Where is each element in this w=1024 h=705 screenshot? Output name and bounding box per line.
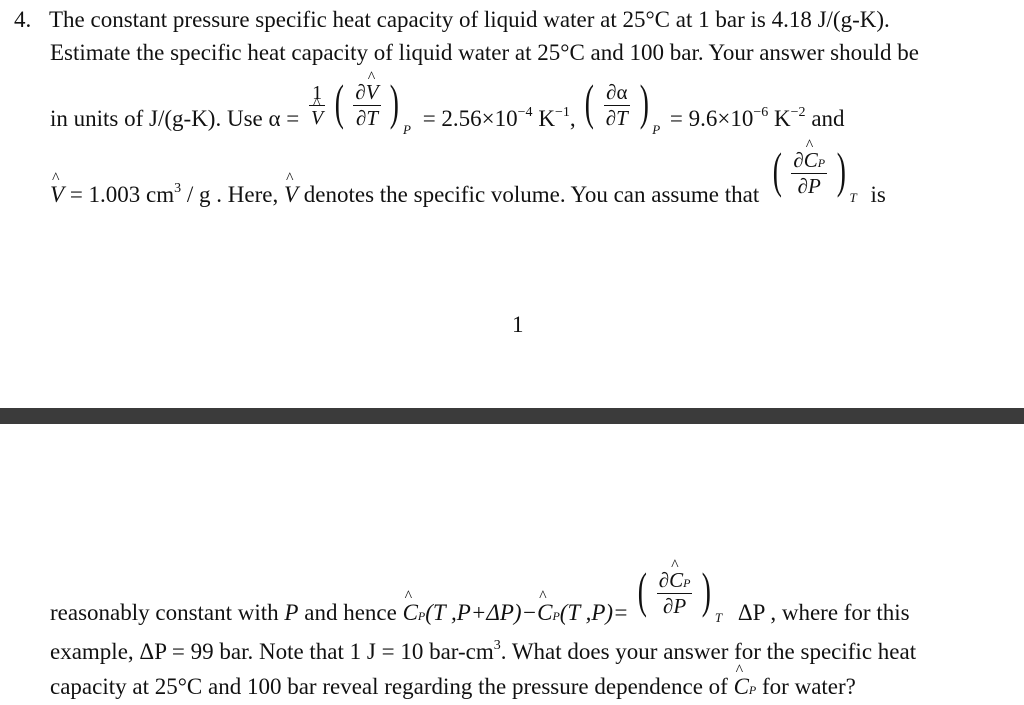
problem-text-line-7: capacity at 25°C and 100 bar reveal regarding the pressure dependence of ^ CP for water? <box>50 675 856 698</box>
paren-open-2: ( <box>585 74 595 130</box>
paren-open: ( <box>334 74 344 130</box>
dv-dt-fraction: $\frac{\partial\^{} V}{\partial T}$ <box>353 82 380 129</box>
problem-text-line-1 <box>14 8 890 31</box>
dcp-dp-fraction-2: $\frac{\partial\^{} CP}{\partial P}$ <box>657 570 693 617</box>
problem-statement-1: The constant pressure specific heat capacity of liquid water at 25°C at 1 bar is 4.18 J/(g-K). <box>49 7 890 32</box>
dalpha-value: = 9.6×10 <box>669 106 754 132</box>
paren-close-4: ) <box>701 562 712 618</box>
alpha-fraction: 1 ^ V <box>309 83 325 128</box>
alpha-value: = 2.56×10 <box>422 106 518 132</box>
page-divider <box>0 408 1024 424</box>
problem-text-line-2: Estimate the specific heat capacity of liquid water at 25°C and 100 bar. Your answer should be <box>50 40 919 65</box>
dcp-dp-fraction: $\frac{\partial\^{} CP}{\partial P}$ <box>791 150 827 197</box>
problem-text-line-3: in units of J/(g-K). Use α = 1 ^ V ( $\frac{\partial\^{} V}{\partial T}$ ) $_P = 2.56\times 10^{-4}$ $K^{-1}$, ( $\frac{\partial\alpha}{\partial T}$ ) $_P = 9.6\times 10^{-6}$ $K^{-2}$ and <box>50 80 845 130</box>
problem-number: 4. <box>14 7 32 32</box>
problem-text-line-6: example, ΔP = 99 bar. Note that 1 J = 10 bar-$cm^3$. What does your answer for the specific heat <box>50 638 917 664</box>
paren-open-4: ( <box>638 562 648 618</box>
paren-open-3: ( <box>772 142 782 198</box>
paren-close-2: ) <box>639 74 649 130</box>
paren-close-3: ) <box>836 142 846 198</box>
alpha-intro: in units of J/(g-K). Use α = <box>50 106 300 132</box>
specific-volume-value: = 1.003 cm <box>69 182 175 208</box>
page-number: 1 <box>512 312 524 337</box>
problem-text-line-4: ^ V = 1.003 $cm^3$ / g . Here, ^ V denotes the specific volume. You can assume that ( $\frac{\partial\^{} CP}{\partial P}$ ) $_T$ is <box>50 148 886 198</box>
dalpha-dt-fraction: $\frac{\partial\alpha}{\partial T}$ <box>605 79 628 130</box>
problem-text-line-5: reasonably constant with P and hence ^ CP(T ,P+ΔP)−^ CP(T ,P)= ( $\frac{\partial\^{} CP}{\partial P}$ ) $_T$ ΔP , where for this <box>50 568 910 618</box>
paren-close: ) <box>390 74 400 130</box>
